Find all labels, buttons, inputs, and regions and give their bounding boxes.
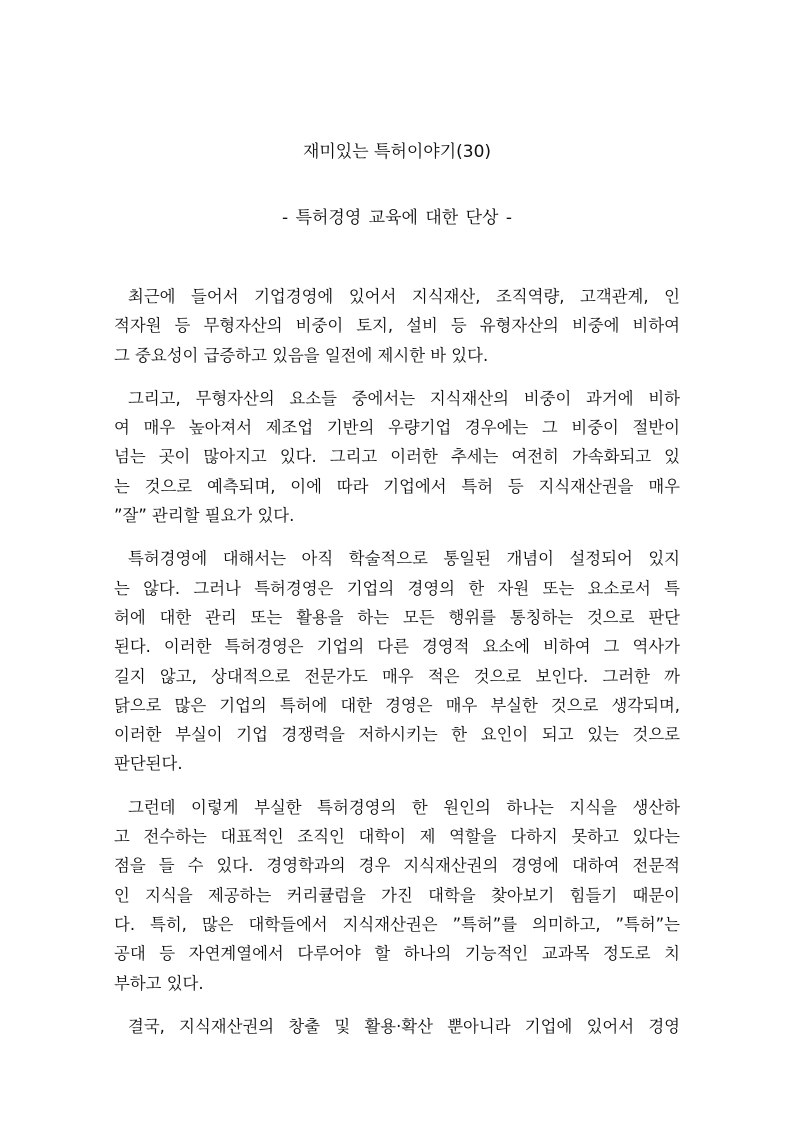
paragraph-line: 부하고 있다. xyxy=(114,973,204,993)
document-body xyxy=(114,282,680,1055)
paragraph-line: 여 매우 높아져서 제조업 기반의 우량기업 경우에는 그 비중이 절반이 xyxy=(114,418,680,438)
paragraph-line: 판단된다. xyxy=(114,754,183,774)
paragraph-3 xyxy=(114,544,680,778)
paragraph-line: ”잘” 관리할 필요가 있다. xyxy=(114,506,295,526)
paragraph-line: 다. 특히, 많은 대학들에서 지식재산권은 ”특허”를 의미하고, ”특허”는 xyxy=(114,914,680,934)
paragraph-line: 그런데 이렇게 부실한 특허경영의 한 원인의 하나는 지식을 생산하 xyxy=(128,797,680,817)
paragraph-line: 공대 등 자연계열에서 다루어야 할 하나의 기능적인 교과목 정도로 치 xyxy=(114,944,680,964)
paragraph-line: 점을 들 수 있다. 경영학과의 경우 지식재산권의 경영에 대하여 전문적 xyxy=(114,856,680,876)
paragraph-line: 인 지식을 제공하는 커리큘럼을 가진 대학을 찾아보기 힘들기 때문이 xyxy=(114,885,680,905)
paragraph-line: 이러한 부실이 기업 경쟁력을 저하시키는 한 요인이 되고 있는 것으로 xyxy=(114,725,680,745)
paragraph-2 xyxy=(114,384,680,530)
paragraph-line: 고 전수하는 대표적인 조직인 대학이 제 역할을 다하지 못하고 있다는 xyxy=(114,827,680,847)
paragraph-line: 는 않다. 그러나 특허경영은 기업의 경영의 한 자원 또는 요소로서 특 xyxy=(114,578,680,598)
paragraph-1 xyxy=(114,282,680,370)
document-subtitle: - 특허경영 교육에 대한 단상 - xyxy=(282,208,512,228)
paragraph-line: 길지 않고, 상대적으로 전문가도 매우 적은 것으로 보인다. 그러한 까 xyxy=(114,666,680,686)
paragraph-line: 적자원 등 무형자산의 비중이 토지, 설비 등 유형자산의 비중에 비하여 xyxy=(114,316,680,336)
paragraph-5 xyxy=(114,1012,680,1041)
paragraph-line: 결국, 지식재산권의 창출 및 활용·확산 뿐아니라 기업에 있어서 경영 xyxy=(128,1016,680,1036)
paragraph-line: 닭으로 많은 기업의 특허에 대한 경영은 매우 부실한 것으로 생각되며, xyxy=(114,695,680,715)
document-title: 재미있는 특허이야기(30) xyxy=(302,142,492,162)
paragraph-4 xyxy=(114,793,680,998)
paragraph-line: 는 것으로 예측되며, 이에 따라 기업에서 특허 등 지식재산권을 매우 xyxy=(114,476,680,496)
paragraph-line: 넘는 곳이 많아지고 있다. 그리고 이러한 추세는 여전히 가속화되고 있 xyxy=(114,447,680,467)
paragraph-line: 특허경영에 대해서는 아직 학술적으로 통일된 개념이 설정되어 있지 xyxy=(128,549,680,569)
paragraph-line: 된다. 이러한 특허경영은 기업의 다른 경영적 요소에 비하여 그 역사가 xyxy=(114,637,680,657)
paragraph-line: 허에 대한 관리 또는 활용을 하는 모든 행위를 통칭하는 것으로 판단 xyxy=(114,607,680,627)
paragraph-line: 그 중요성이 급증하고 있음을 일전에 제시한 바 있다. xyxy=(114,345,489,365)
paragraph-line: 그리고, 무형자산의 요소들 중에서는 지식재산의 비중이 과거에 비하 xyxy=(128,388,680,408)
paragraph-line: 최근에 들어서 기업경영에 있어서 지식재산, 조직역량, 고객관계, 인 xyxy=(128,287,680,306)
